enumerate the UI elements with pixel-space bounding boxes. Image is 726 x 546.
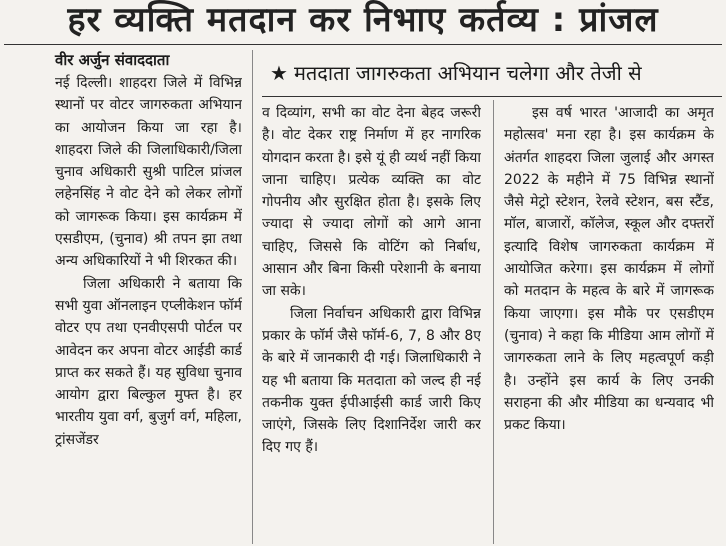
article-column-3 [504, 102, 714, 544]
paragraph: इस वर्ष भारत 'आजादी का अमृत महोत्सव' मना रहा है। इस कार्यक्रम के अंतर्गत शाहदरा जिला जुलाई और अगस्त 2022 के महीने में 75 विभिन्न स्थानों जैसे मेट्रो स्टेशन, रेलवे स्टेशन, बस स्टैंड, मॉल, बाजारों, कॉलेज, स्कूल और दफ्तरों इत्यादि विशेष जागरुकता कार्यक्रम में आयोजित करेगा। इस कार्यक्रम में लोगों को मतदान के महत्व के बारे में जागरूक किया जाएगा। इस मौके पर एसडीएम (चुनाव) ने कहा कि मीडिया आम लोगों में जागरुकता लाने के लिए महत्वपूर्ण कड़ी है। उन्होंने इस कार्य के लिए उनकी सराहना की और मीडिया का धन्यवाद भी प्रकट किया। [504, 105, 714, 434]
subhead-rule [262, 96, 722, 97]
paragraph: जिला निर्वाचन अधिकारी द्वारा विभिन्न प्रकार के फॉर्म जैसे फॉर्म-6, 7, 8 और 8ए के बारे में जानकारी दी गई। जिलाधिकारी ने यह भी बताया कि मतदाता को जल्द ही नई तकनीक युक्त ईपीआईसी कार्ड जारी किए जाएंगे, जिसके लिए दिशानिर्देश जारी कर दिए गए हैं। [262, 305, 481, 456]
article-subhead [270, 58, 720, 88]
column-divider [252, 50, 253, 544]
paragraph: व दिव्यांग, सभी का वोट देना बेहद जरूरी है। वोट देकर राष्ट्र निर्माण में हर नागरिक योगदान करता है। इसे यूं ही व्यर्थ नहीं किया जाना चाहिए। प्रत्येक व्यक्ति का वोट गोपनीय और सुरक्षित होता है। इसके लिए ज्यादा से ज्यादा लोगों को आगे आना चाहिए, जिससे कि वोटिंग को निर्बाध, आसान और बिना किसी परेशानी के बनाया जा सके। [262, 105, 481, 300]
article-headline: हर व्यक्ति मतदान कर निभाए कर्तव्य : प्रांजल [67, 0, 659, 40]
article-byline: वीर अर्जुन संवाददाता [55, 51, 170, 69]
article-column-1 [55, 72, 242, 544]
star-bullet-icon: ★ [270, 61, 288, 85]
paragraph: जिला अधिकारी ने बताया कि सभी युवा ऑनलाइन एप्लीकेशन फॉर्म वोटर एप तथा एनवीएसपी पोर्टल पर आवेदन कर अपना वोटर आईडी कार्ड प्राप्त कर सकते हैं। यह सुविधा चुनाव आयोग द्वारा बिल्कुल मुफ्त है। हर भारतीय युवा वर्ग, बुजुर्ग वर्ग, महिला, ट्रांसजेंडर [55, 275, 242, 448]
paragraph: नई दिल्ली। शाहदरा जिले में विभिन्न स्थानों पर वोटर जागरुकता अभियान का आयोजन किया जा रहा है। शाहदरा जिले की जिलाधिकारी/जिला चुनाव अधिकारी सुश्री पाटिल प्रांजल लहेनसिंह ने वोट देने को लेकर लोगों को जागरूक किया। इस कार्यक्रम में एसडीएम, (चुनाव) श्री तपन झा तथा अन्य अधिकारियों ने भी शिरकत की। [55, 75, 242, 270]
subhead-text: मतदाता जागरुकता अभियान चलेगा और तेजी से [293, 61, 642, 85]
article-column-2 [262, 102, 481, 544]
headline-rule [4, 44, 722, 45]
column-divider [493, 100, 494, 544]
